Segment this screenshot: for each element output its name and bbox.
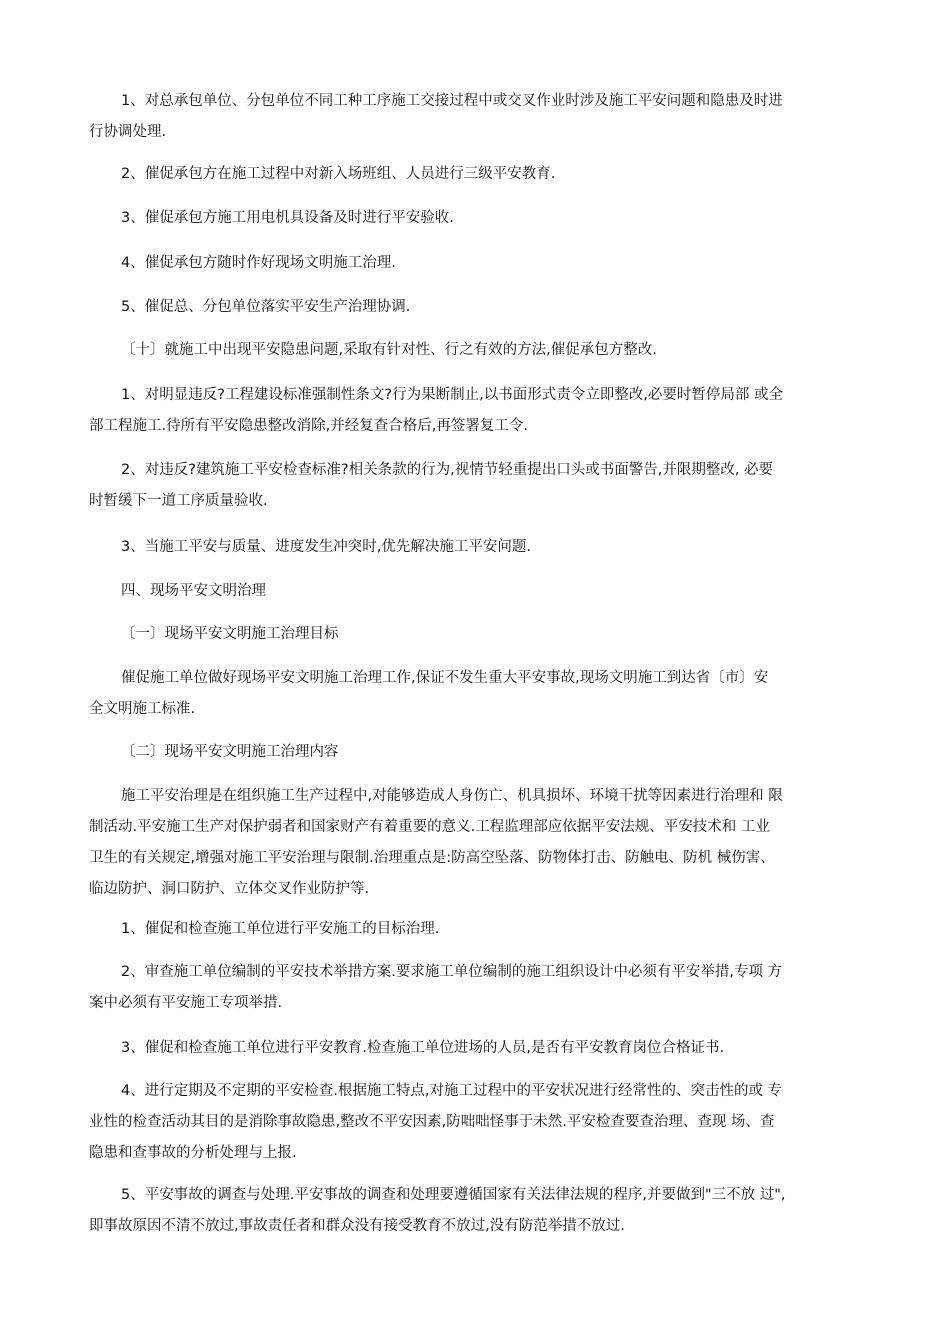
paragraph	[89, 380, 879, 442]
paragraph-line: 时暂缓下一道工序质量验收.	[89, 493, 268, 509]
paragraph	[89, 335, 879, 366]
paragraph-line: 〔一〕现场平安文明施工治理目标	[121, 626, 339, 642]
paragraph-line: 即事故原因不清不放过,事故责任者和群众没有接受教育不放过,没有防范举措不放过.	[89, 1218, 625, 1234]
paragraph-line: 1、对总承包单位、分包单位不同工种工序施工交接过程中或交叉作业时涉及施工平安问题和隐患及时进	[121, 93, 783, 109]
paragraph	[89, 619, 879, 650]
paragraph-line: 行协调处理.	[89, 124, 167, 140]
paragraph-line: 全文明施工标准.	[89, 701, 196, 717]
paragraph-line: 施工平安治理是在组织施工生产过程中,对能够造成人身伤亡、机具损坏、环境干扰等因素进行治理和 限	[121, 788, 783, 804]
paragraph-line: 〔十〕就施工中出现平安隐患问题,采取有针对性、行之有效的方法,催促承包方整改.	[121, 342, 657, 358]
paragraph	[89, 1076, 879, 1169]
paragraph-line: 4、进行定期及不定期的平安检查.根据施工特点,对施工过程中的平安状况进行经常性的、突击性的或 专	[121, 1083, 783, 1099]
paragraph	[89, 914, 879, 945]
paragraph	[89, 737, 879, 768]
paragraph-line: 1、对明显违反?工程建设标准强制性条文?行为果断制止,以书面形式责令立即整改,必要时暂停局部 或全	[121, 387, 783, 403]
paragraph	[89, 576, 879, 607]
paragraph-line: 3、催促和检查施工单位进行平安教育.检查施工单位进场的人员,是否有平安教育岗位合格证书.	[121, 1040, 725, 1056]
paragraph-line: 制活动.平安施工生产对保护弱者和国家财产有着重要的意义.工程监理部应依据平安法规、平安技术和 工业	[89, 819, 770, 835]
paragraph	[89, 159, 879, 190]
paragraph-line: 卫生的有关规定,增强对施工平安治理与限制.治理重点是:防高空坠落、防物体打击、防触电、防机 械伤害、	[89, 850, 775, 866]
paragraph-line: 〔二〕现场平安文明施工治理内容	[121, 744, 339, 760]
paragraph	[89, 1180, 879, 1242]
paragraph-line: 部工程施工.待所有平安隐患整改消除,并经复查合格后,再签署复工令.	[89, 418, 528, 434]
paragraph-line: 案中必须有平安施工专项举措.	[89, 995, 283, 1011]
paragraph-line: 5、催促总、分包单位落实平安生产治理协调.	[121, 299, 411, 315]
paragraph	[89, 1033, 879, 1064]
paragraph-line: 5、平安事故的调查与处理.平安事故的调查和处理要遵循国家有关法律法规的程序,并要做到"三不放 过",	[121, 1187, 786, 1203]
paragraph-line: 4、催促承包方随时作好现场文明施工治理.	[121, 255, 396, 271]
paragraph	[89, 203, 879, 234]
paragraph	[89, 532, 879, 563]
paragraph-line: 2、对违反?建筑施工平安检查标准?相关条款的行为,视情节轻重提出口头或书面警告,并限期整改, 必要	[121, 462, 774, 478]
paragraph-line: 临边防护、洞口防护、立体交叉作业防护等.	[89, 881, 370, 897]
paragraph	[89, 86, 879, 148]
paragraph	[89, 781, 879, 905]
paragraph-line: 2、催促承包方在施工过程中对新入场班组、人员进行三级平安教育.	[121, 166, 556, 182]
paragraph-line: 业性的检查活动其目的是消除事故隐患,整改不平安因素,防咄咄怪事于未然.平安检查要查治理、查现 场、查	[89, 1114, 775, 1130]
paragraph	[89, 292, 879, 323]
paragraph-line: 3、催促承包方施工用电机具设备及时进行平安验收.	[121, 210, 454, 226]
paragraph	[89, 248, 879, 279]
paragraph-line: 3、当施工平安与质量、进度发生冲突时,优先解决施工平安问题.	[121, 539, 531, 555]
paragraph-line: 2、审查施工单位编制的平安技术举措方案.要求施工单位编制的施工组织设计中必须有平安举措,专项 方	[121, 964, 783, 980]
paragraph	[89, 663, 879, 725]
paragraph	[89, 957, 879, 1019]
paragraph-line: 四、现场平安文明治理	[121, 583, 266, 599]
paragraph-line: 催促施工单位做好现场平安文明施工治理工作,保证不发生重大平安事故,现场文明施工到达省〔市〕安	[121, 670, 769, 686]
paragraph-line: 1、催促和检查施工单位进行平安施工的目标治理.	[121, 921, 440, 937]
paragraph-line: 隐患和查事故的分析处理与上报.	[89, 1145, 297, 1161]
paragraph	[89, 455, 879, 517]
